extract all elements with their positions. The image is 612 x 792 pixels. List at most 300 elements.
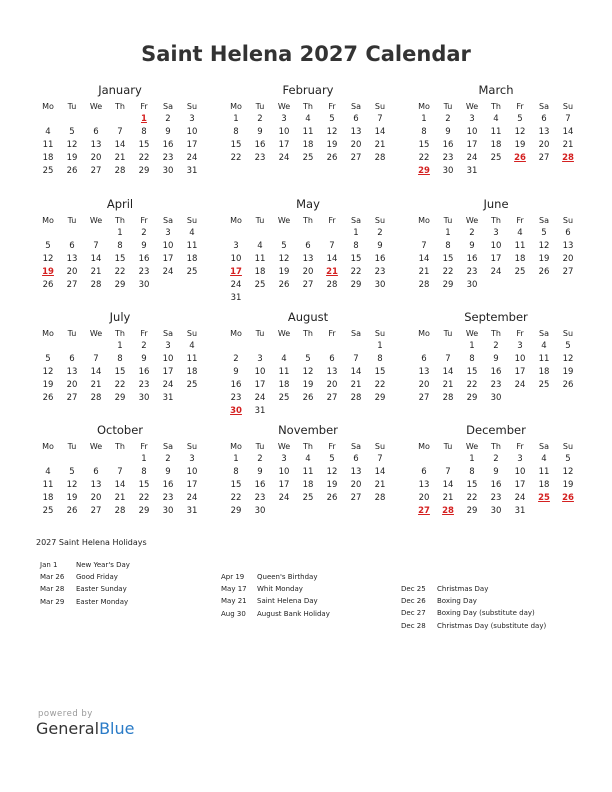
day-cell: 11 [302,467,314,477]
day-cell: 29 [114,393,126,403]
day-cell: 2 [165,454,171,464]
day-cell: 24 [514,493,526,503]
day-cell: 6 [69,354,75,364]
holiday-name: Queen's Birthday [257,573,318,581]
day-cell: 8 [469,354,475,364]
day-cell: 29 [374,393,386,403]
day-cell: 3 [281,454,287,464]
weekday-label: Sa [163,102,173,111]
day-cell: 12 [562,354,574,364]
day-cell: 22 [138,153,150,163]
month-days-grid [36,100,204,178]
day-cell: 22 [138,493,150,503]
month-days-grid [412,214,580,292]
day-cell: 3 [189,454,195,464]
holiday-date: Dec 25 [401,585,426,593]
month-november [224,422,392,518]
day-cell: 25 [186,380,198,390]
day-cell: 2 [165,114,171,124]
day-cell: 5 [565,341,571,351]
day-cell: 25 [278,393,290,403]
month-name: May [296,197,320,211]
day-cell: 26 [66,506,78,516]
month-name: November [278,423,338,437]
day-cell: 14 [374,467,386,477]
empty-day-cell [412,340,436,353]
day-cell: 15 [114,254,126,264]
day-cell: 19 [278,267,290,277]
day-cell: 10 [514,467,526,477]
holiday-column [40,559,130,608]
day-cell: 2 [469,228,475,238]
day-cell: 21 [374,140,386,150]
month-days-grid [224,327,392,418]
day-cell: 14 [374,127,386,137]
day-cell: 2 [257,454,263,464]
day-cell: 3 [517,341,523,351]
day-cell: 15 [374,367,386,377]
empty-day-cell [60,340,84,353]
month-days-grid [412,440,580,518]
day-cell: 20 [302,267,314,277]
holiday-row [40,571,130,583]
month-days-grid [412,327,580,405]
day-cell: 9 [141,354,147,364]
day-cell: 11 [42,480,54,490]
day-cell: 22 [230,153,242,163]
day-cell: 16 [162,480,174,490]
day-cell: 12 [66,140,78,150]
day-cell: 1 [141,454,147,464]
day-cell: 5 [45,241,51,251]
day-cell: 7 [377,454,383,464]
day-cell: 27 [302,280,314,290]
weekday-label: We [277,102,291,111]
holiday-date: Aug 30 [221,609,246,618]
day-cell: 25 [42,166,54,176]
day-cell: 18 [302,480,314,490]
day-cell: 4 [493,114,499,124]
day-cell: 30 [138,393,150,403]
empty-day-cell [296,227,320,240]
day-cell: 1 [469,341,475,351]
day-cell: 31 [254,406,266,416]
month-name: March [478,83,514,97]
day-cell: 27 [326,393,338,403]
empty-day-cell [320,340,344,353]
day-cell: 26 [326,493,338,503]
day-cell: 4 [45,127,51,137]
day-cell: 13 [90,140,102,150]
day-cell: 30 [374,280,386,290]
holiday-row [40,583,130,595]
day-cell: 26 [66,166,78,176]
day-cell: 16 [162,140,174,150]
day-cell: 5 [329,114,335,124]
holiday-row [221,595,330,607]
day-cell: 3 [281,114,287,124]
day-cell: 5 [517,114,523,124]
day-cell: 6 [69,241,75,251]
day-cell: 15 [466,480,478,490]
day-cell: 27 [350,493,362,503]
day-cell: 24 [254,393,266,403]
day-cell: 25 [538,380,550,390]
month-august [224,309,392,418]
day-cell: 4 [45,467,51,477]
day-cell: 8 [377,354,383,364]
month-days-grid [36,440,204,518]
day-cell: 16 [490,480,502,490]
day-cell: 11 [514,241,526,251]
empty-day-cell [320,227,344,240]
weekday-label: Fr [140,102,148,111]
weekday-label: Sa [539,442,549,451]
weekday-label: Mo [230,216,242,225]
holiday-date: Dec 27 [401,609,426,618]
month-days-grid [36,327,204,405]
day-cell: 1 [233,114,239,124]
day-cell: 15 [114,367,126,377]
day-cell: 14 [442,367,454,377]
day-cell: 7 [445,354,451,364]
holidays-heading: 2027 Saint Helena Holidays [36,538,147,547]
day-cell: 6 [565,228,571,238]
day-cell: 15 [230,480,242,490]
month-december [412,422,580,518]
day-cell: 23 [466,267,478,277]
day-cell: 26 [302,393,314,403]
weekday-label: Tu [443,329,453,338]
day-cell: 24 [186,493,198,503]
day-cell: 30 [254,506,266,516]
day-cell: 10 [254,367,266,377]
weekday-label: Th [303,102,313,111]
day-cell: 24 [230,280,242,290]
day-cell: 25 [302,153,314,163]
day-cell: 6 [421,354,427,364]
day-cell: 26 [538,267,550,277]
day-cell: 4 [281,354,287,364]
empty-day-cell [36,227,60,240]
day-cell: 31 [186,166,198,176]
weekday-label: Sa [539,102,549,111]
day-cell: 17 [278,140,290,150]
day-cell: 9 [141,241,147,251]
day-cell: 2 [493,454,499,464]
day-cell: 24 [186,153,198,163]
empty-day-cell [272,340,296,353]
day-cell: 8 [233,467,239,477]
day-cell: 24 [278,493,290,503]
day-cell: 21 [442,380,454,390]
month-days-grid [224,100,392,165]
day-cell: 9 [257,127,263,137]
weekday-label: Tu [67,329,77,338]
day-cell: 29 [466,506,478,516]
day-cell: 23 [490,380,502,390]
day-cell: 21 [114,153,126,163]
holiday-date: May 21 [221,597,247,606]
holiday-row [401,607,546,619]
empty-day-cell [60,113,84,126]
day-cell: 23 [162,493,174,503]
day-cell: 24 [466,153,478,163]
day-cell: 30 [490,393,502,403]
empty-day-cell [224,227,248,240]
day-cell: 13 [302,254,314,264]
day-cell: 17 [466,140,478,150]
day-cell: 21 [114,493,126,503]
empty-day-cell [108,113,132,126]
day-cell: 11 [302,127,314,137]
powered-by-text: powered by [38,709,93,719]
weekday-label: Mo [418,216,430,225]
holiday-name: Good Friday [76,573,118,582]
day-cell: 23 [230,393,242,403]
weekday-label: Th [491,216,501,225]
day-cell: 2 [377,228,383,238]
empty-day-cell [84,340,108,353]
weekday-label: Fr [516,329,524,338]
weekday-label: We [89,102,103,111]
day-cell: 5 [329,454,335,464]
day-cell: 22 [418,153,430,163]
day-cell: 9 [233,367,239,377]
day-cell: 14 [350,367,362,377]
weekday-label: Su [186,329,198,338]
generalblue-logo[interactable] [36,719,134,738]
day-cell: 24 [490,267,502,277]
month-july [36,309,204,405]
weekday-label: We [89,442,103,451]
day-cell: 10 [186,127,198,137]
day-cell: 22 [442,267,454,277]
day-cell: 5 [45,354,51,364]
day-cell: 19 [66,493,78,503]
weekday-label: We [465,442,479,451]
day-cell: 17 [186,140,198,150]
day-cell: 26 [42,393,54,403]
day-cell: 11 [254,254,266,264]
weekday-label: Th [491,329,501,338]
day-cell: 9 [257,467,263,477]
day-cell: 17 [162,254,174,264]
day-cell: 15 [350,254,362,264]
holiday-date: Dec 26 [401,597,426,606]
day-cell: 29 [442,280,454,290]
holiday-row [401,620,546,632]
day-cell: 6 [353,114,359,124]
holiday-name: Easter Sunday [76,585,127,594]
day-cell: 10 [466,127,478,137]
weekday-label: Su [374,102,386,111]
empty-day-cell [296,340,320,353]
day-cell: 19 [514,140,526,150]
day-cell: 29 [466,393,478,403]
day-cell: 11 [538,354,550,364]
weekday-label: Tu [67,216,77,225]
day-cell: 29 [230,506,242,516]
month-days-grid [224,440,392,518]
day-cell: 23 [442,153,454,163]
weekday-label: We [277,442,291,451]
day-cell: 5 [69,127,75,137]
holiday-name: August Bank Holiday [257,609,330,618]
holiday-day-cell: 21 [326,267,338,277]
weekday-label: Th [303,442,313,451]
empty-day-cell [412,227,436,240]
day-cell: 8 [117,241,123,251]
day-cell: 5 [281,241,287,251]
day-cell: 13 [418,480,430,490]
weekday-label: Th [115,442,125,451]
day-cell: 8 [445,241,451,251]
day-cell: 6 [305,241,311,251]
day-cell: 31 [230,293,242,303]
day-cell: 15 [442,254,454,264]
month-name: September [464,310,528,324]
month-name: August [287,310,329,324]
day-cell: 31 [186,506,198,516]
day-cell: 9 [165,127,171,137]
day-cell: 28 [442,393,454,403]
holiday-date: Dec 28 [401,621,426,630]
weekday-label: Mo [42,102,54,111]
empty-day-cell [108,453,132,466]
day-cell: 13 [66,367,78,377]
day-cell: 13 [326,367,338,377]
holiday-row [221,571,330,583]
day-cell: 25 [490,153,502,163]
empty-day-cell [84,227,108,240]
day-cell: 24 [162,267,174,277]
day-cell: 21 [418,267,430,277]
day-cell: 27 [66,280,78,290]
day-cell: 8 [233,127,239,137]
day-cell: 3 [469,114,475,124]
day-cell: 7 [421,241,427,251]
day-cell: 24 [278,153,290,163]
day-cell: 31 [162,393,174,403]
day-cell: 13 [562,241,574,251]
day-cell: 13 [418,367,430,377]
day-cell: 26 [278,280,290,290]
month-name: April [106,197,134,211]
weekday-label: We [465,329,479,338]
empty-day-cell [36,113,60,126]
day-cell: 27 [66,393,78,403]
weekday-label: Fr [140,442,148,451]
weekday-label: We [465,102,479,111]
page-title: Saint Helena 2027 Calendar [141,42,471,66]
holiday-date: Apr 19 [221,573,245,581]
day-cell: 8 [469,467,475,477]
weekday-label: Th [303,329,313,338]
empty-day-cell [84,113,108,126]
day-cell: 17 [490,254,502,264]
day-cell: 23 [138,267,150,277]
day-cell: 20 [418,380,430,390]
day-cell: 28 [90,280,102,290]
day-cell: 1 [117,228,123,238]
day-cell: 25 [514,267,526,277]
day-cell: 28 [350,393,362,403]
day-cell: 11 [490,127,502,137]
day-cell: 9 [493,354,499,364]
day-cell: 19 [326,140,338,150]
month-june [412,196,580,292]
empty-day-cell [248,227,272,240]
day-cell: 21 [374,480,386,490]
day-cell: 19 [538,254,550,264]
holiday-day-cell: 26 [514,153,526,163]
day-cell: 30 [442,166,454,176]
day-cell: 28 [114,506,126,516]
day-cell: 14 [326,254,338,264]
weekday-label: Tu [67,102,77,111]
day-cell: 17 [514,480,526,490]
day-cell: 4 [541,454,547,464]
weekday-label: We [277,329,291,338]
holiday-row [221,583,330,595]
day-cell: 21 [562,140,574,150]
weekday-label: Su [562,329,574,338]
day-cell: 16 [254,140,266,150]
weekday-label: Mo [42,216,54,225]
day-cell: 28 [326,280,338,290]
day-cell: 3 [189,114,195,124]
day-cell: 22 [466,493,478,503]
day-cell: 17 [186,480,198,490]
empty-day-cell [344,340,368,353]
month-february [224,82,392,165]
day-cell: 9 [165,467,171,477]
logo-general-text: General [36,719,100,738]
day-cell: 10 [490,241,502,251]
holiday-day-cell: 19 [42,267,54,277]
holiday-row [40,559,130,571]
day-cell: 15 [230,140,242,150]
day-cell: 20 [350,480,362,490]
day-cell: 7 [93,354,99,364]
weekday-label: We [277,216,291,225]
weekday-label: Fr [328,442,336,451]
day-cell: 8 [141,467,147,477]
day-cell: 7 [329,241,335,251]
day-cell: 7 [445,467,451,477]
day-cell: 14 [418,254,430,264]
day-cell: 17 [254,380,266,390]
day-cell: 5 [69,467,75,477]
day-cell: 1 [353,228,359,238]
day-cell: 10 [230,254,242,264]
day-cell: 29 [350,280,362,290]
day-cell: 6 [353,454,359,464]
day-cell: 10 [514,354,526,364]
day-cell: 29 [114,280,126,290]
holiday-day-cell: 25 [538,493,550,503]
holiday-name: Easter Monday [76,597,129,606]
empty-day-cell [224,340,248,353]
day-cell: 3 [165,341,171,351]
holiday-day-cell: 30 [230,406,242,416]
day-cell: 7 [353,354,359,364]
empty-day-cell [84,453,108,466]
holiday-name: Boxing Day [437,597,477,606]
month-october [36,422,204,518]
day-cell: 20 [562,254,574,264]
